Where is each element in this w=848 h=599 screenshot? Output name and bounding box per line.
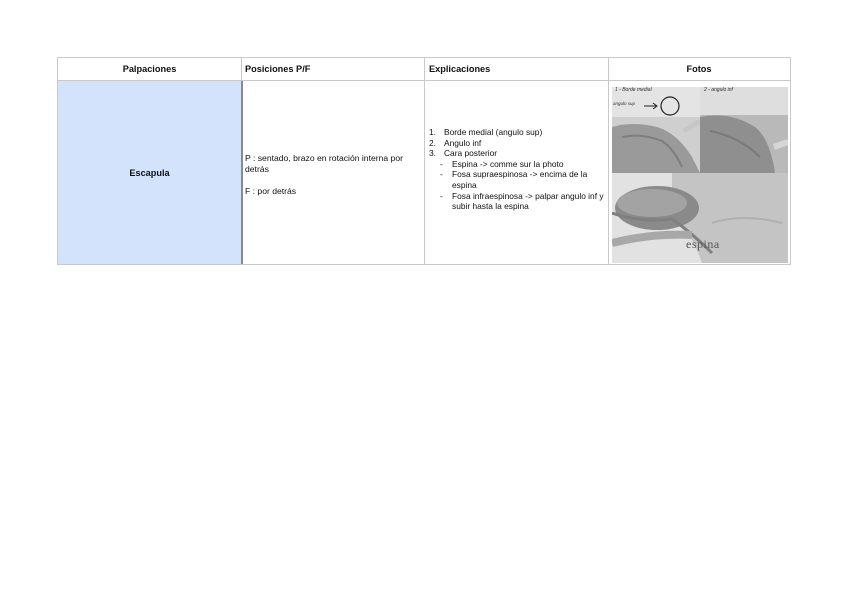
photo-angulo-inf	[700, 87, 788, 173]
column-divider-highlight	[241, 81, 243, 264]
posicion-f: F : por detrás	[245, 186, 297, 196]
sub-list-item: - Espina -> comme sur la photo	[440, 158, 564, 169]
palpation-table	[57, 57, 791, 265]
list-item: 3. Cara posterior	[429, 148, 498, 159]
list-item: 2. Angulo inf	[429, 137, 482, 148]
column-divider	[424, 58, 425, 264]
photo2-caption: 2 - angulo inf	[704, 87, 733, 93]
header-explicaciones: Explicaciones	[429, 64, 491, 74]
header-posiciones: Posiciones P/F	[245, 64, 311, 74]
posicion-p: P : sentado, brazo en rotación interna por detrás	[245, 153, 403, 174]
fotos-cell	[612, 87, 788, 263]
list-item: 1. Borde medial (angulo sup)	[429, 127, 543, 137]
photo3-caption: espina	[686, 237, 720, 251]
header-palpaciones: Palpaciones	[122, 64, 177, 74]
column-divider	[608, 58, 609, 264]
row-label-escapula	[58, 81, 241, 264]
photo1-caption: 1 - Borde medial	[615, 87, 652, 93]
photo-borde-medial	[612, 87, 700, 173]
explicaciones-cell	[429, 127, 607, 212]
sub-list-item: - Fosa infraespinosa -> palpar angulo inf y subir hasta la espina	[440, 190, 604, 212]
photo-espina	[612, 173, 788, 263]
posiciones-cell	[245, 153, 423, 197]
sub-list-item: - Fosa supraespinosa -> encima de la espina	[440, 169, 588, 190]
column-divider	[241, 58, 242, 81]
palpacion-name: Escapula	[129, 167, 170, 178]
photo1-note: angulo sup	[613, 101, 636, 106]
header-fotos: Fotos	[686, 64, 712, 74]
